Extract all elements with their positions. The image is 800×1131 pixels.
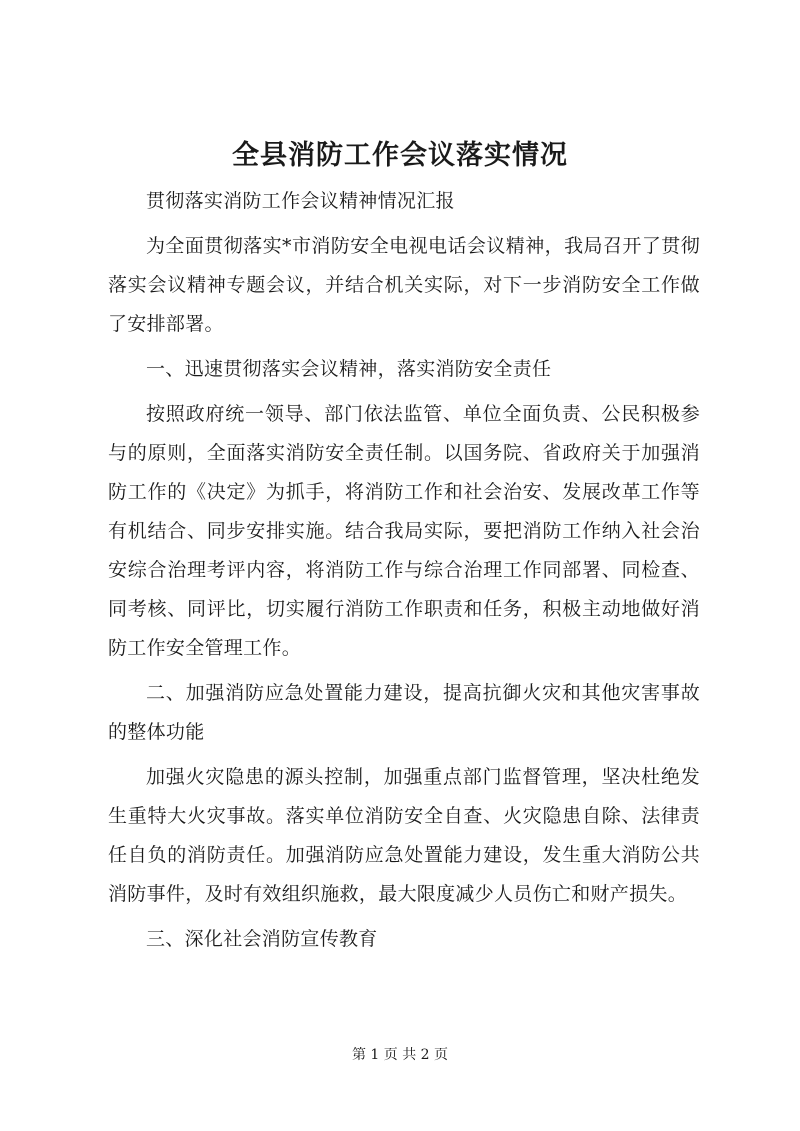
- section-heading-1: 一、迅速贯彻落实会议精神，落实消防安全责任: [146, 358, 552, 380]
- section-1-paragraph: 按照政府统一领导、部门依法监管、单位全面负责、公民积极参与的原则，全面落实消防安全责任制。以国务院、省政府关于加强消防工作的《决定》为抓手，将消防工作和社会治安、发展改革工作等有机结合、同步安排实施。结合我局实际，要把消防工作纳入社会治安综合治理考评内容，将消防工作与综合治理工作同部署、同检查、同考核、同评比，切实履行消防工作职责和任务，积极主动地做好消防工作安全管理工作。: [108, 403, 700, 659]
- section-2-paragraph: 加强火灾隐患的源头控制，加强重点部门监督管理，坚决杜绝发生重特大火灾事故。落实单位消防安全自查、火灾隐患自除、法律责任自负的消防责任。加强消防应急处置能力建设，发生重大消防公共消防事件，及时有效组织施救，最大限度减少人员伤亡和财产损失。: [108, 766, 700, 905]
- page-footer: 第 1 页 共 2 页: [351, 1047, 449, 1063]
- subtitle-paragraph: 贯彻落实消防工作会议精神情况汇报: [146, 190, 455, 212]
- section-heading-3: 三、深化社会消防宣传教育: [146, 928, 378, 950]
- intro-paragraph: 为全面贯彻落实*市消防安全电视电话会议精神，我局召开了贯彻落实会议精神专题会议，并结合机关实际，对下一步消防安全工作做了安排部署。: [108, 235, 700, 335]
- document-title: 全县消防工作会议落实情况: [232, 140, 568, 171]
- document-body: [108, 182, 700, 965]
- section-heading-2: 二、加强消防应急处置能力建设，提高抗御火灾和其他灾害事故的整体功能: [108, 682, 700, 743]
